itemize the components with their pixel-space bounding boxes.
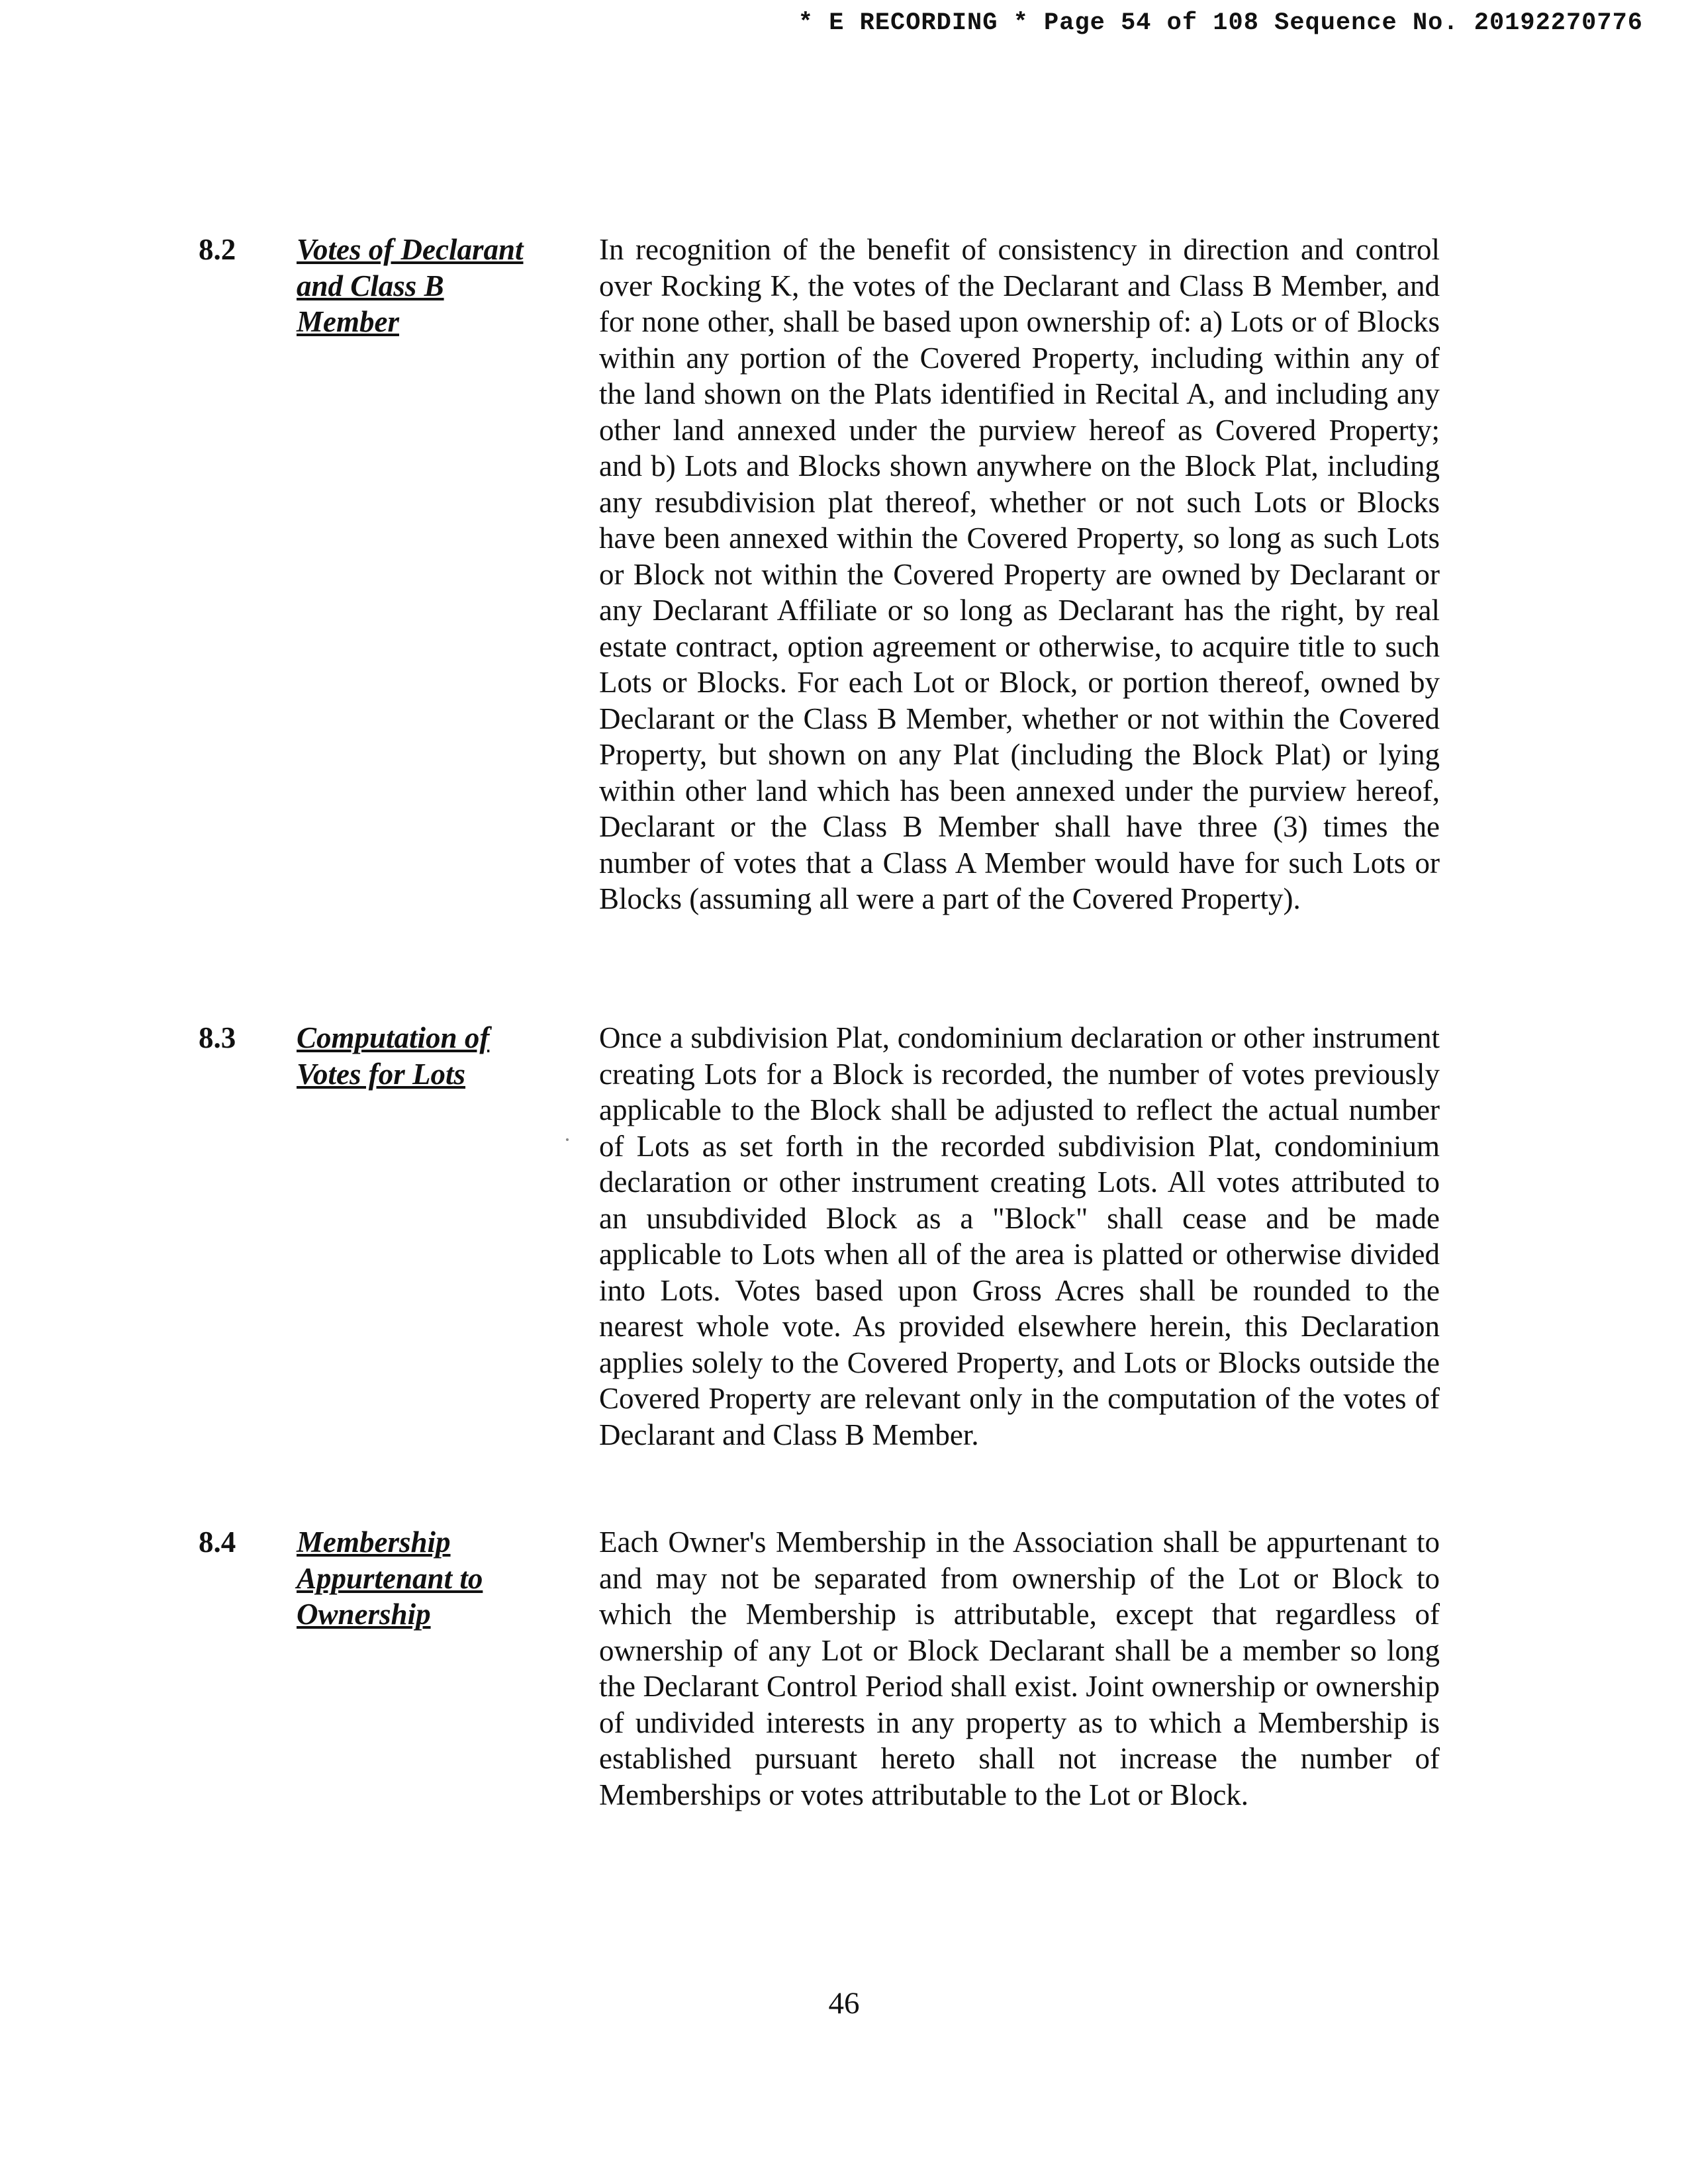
section-title-line: Appurtenant to: [297, 1561, 483, 1595]
section-title-line: Membership: [297, 1525, 451, 1559]
section-title-line: and Class B: [297, 269, 444, 302]
section-number: 8.4: [199, 1525, 236, 1559]
recording-stamp: * E RECORDING * Page 54 of 108 Sequence No. 20192270776: [798, 9, 1643, 37]
section-title-line: Member: [297, 305, 399, 338]
section-title: [297, 232, 555, 340]
section-body: Once a subdivision Plat, condominium declaration or other instrument creating Lots for a Block is recorded, the number of votes previously applicable to the Block shall be adjusted to reflect the actual number of Lots as set forth in the recorded subdivision Plat, condominium declaration or other instrument creating Lots. All votes attributed to an unsubdivided Block as a "Block" shall cease and be made applicable to Lots when all of the area is platted or otherwise divided into Lots. Votes based upon Gross Acres shall be rounded to the nearest whole vote. As provided elsewhere herein, this Declaration applies solely to the Covered Property, and Lots or Blocks outside the Covered Property are relevant only in the computation of the votes of Declarant and Class B Member.: [599, 1021, 1440, 1451]
section-title-line: Votes for Lots: [297, 1057, 466, 1091]
section-number: 8.2: [199, 233, 236, 266]
section-title: [297, 1020, 555, 1092]
scan-speck: [566, 1138, 569, 1141]
section-number: 8.3: [199, 1021, 236, 1054]
section-body: In recognition of the benefit of consistency in direction and control over Rocking K, the votes of the Declarant and Class B Member, and for none other, shall be based upon ownership of: a) Lots or of Blocks within any portion of the Covered Property, including within any of the land shown on the Plats identified in Recital A, and including any other land annexed under the purview hereof as Covered Property; and b) Lots and Blocks shown anywhere on the Block Plat, including any resubdivision plat thereof, whether or not such Lots or Blocks have been annexed within the Covered Property, so long as such Lots or Block not within the Covered Property are owned by Declarant or any Declarant Affiliate or so long as Declarant has the right, by real estate contract, option agreement or otherwise, to acquire title to such Lots or Blocks. For each Lot or Block, or portion thereof, owned by Declarant or the Class B Member, whether or not within the Covered Property, but shown on any Plat (including the Block Plat) or lying within other land which has been annexed under the purview hereof, Declarant or the Class B Member shall have three (3) times the number of votes that a Class A Member would have for such Lots or Blocks (assuming all were a part of the Covered Property).: [599, 233, 1440, 915]
section-title-line: Computation of: [297, 1021, 490, 1054]
section-title: [297, 1524, 555, 1633]
section-body: Each Owner's Membership in the Association shall be appurtenant to and may not be separated from ownership of the Lot or Block to which the Membership is attributable, except that regardless of ownership of any Lot or Block Declarant shall be a member so long the Declarant Control Period shall exist. Joint ownership or ownership of undivided interests in any property as to which a Membership is established pursuant hereto shall not increase the number of Memberships or votes attributable to the Lot or Block.: [599, 1525, 1440, 1811]
section-title-line: Ownership: [297, 1598, 431, 1631]
page-number: 46: [828, 1986, 860, 2021]
section-title-line: Votes of Declarant: [297, 233, 524, 266]
